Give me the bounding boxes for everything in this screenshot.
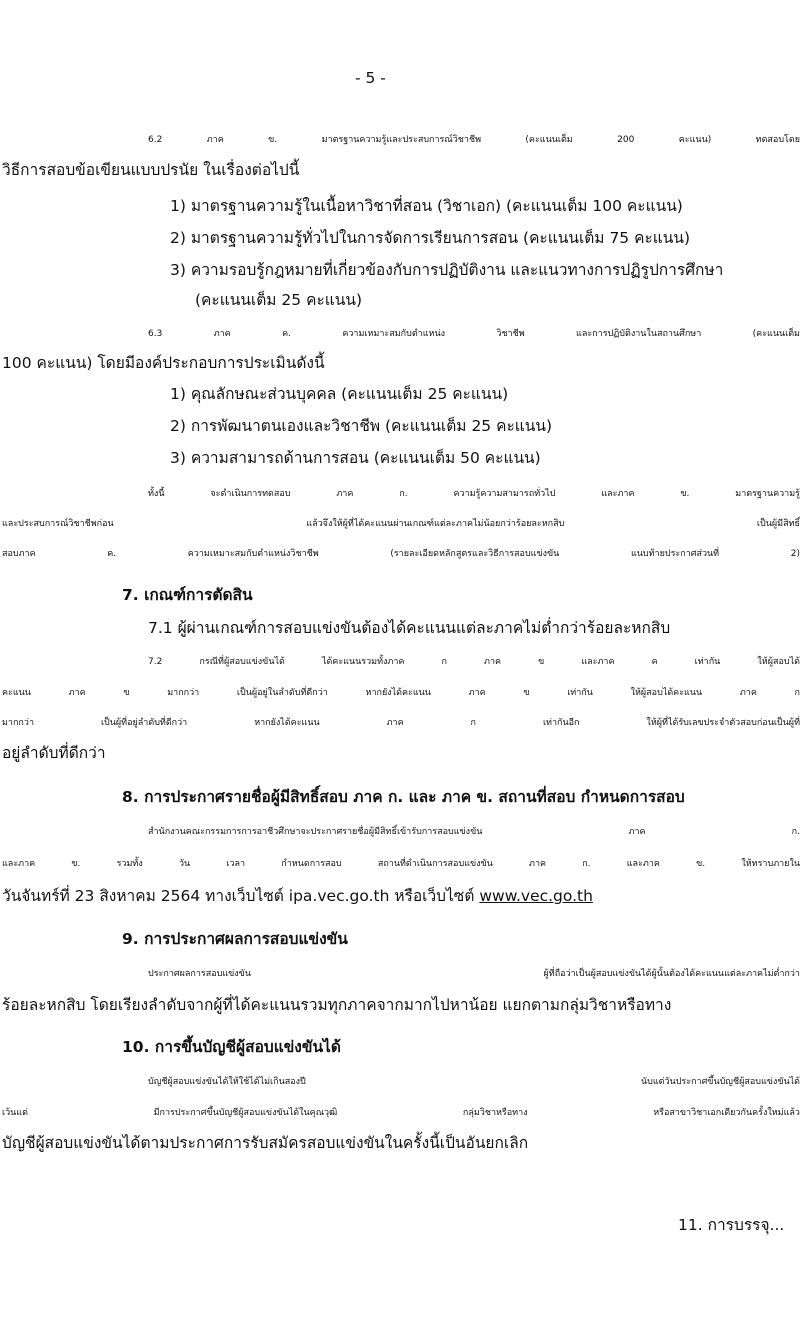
section-9-line-1: ประกาศผลการสอบแข่งขัน ผู้ที่ถือว่าเป็นผู้สอบแข่งขันได้ผู้นั้นต้องได้คะแนนแต่ละภาคไม่ต่ำกว่า xyxy=(148,969,800,979)
section-6-3-line-1: 6.3 ภาค ค. ความเหมาะสมกับตำแหน่ง วิชาชีพ และการปฏิบัติงานในสถานศึกษา (คะแนนเต็ม xyxy=(148,329,800,339)
section-6-3-item-2: 2) การพัฒนาตนเองและวิชาชีพ (คะแนนเต็ม 25 คะแนน) xyxy=(170,417,553,435)
section-6-3-line-2: 100 คะแนน) โดยมีองค์ประกอบการประเมินดังนี้ xyxy=(2,354,325,372)
section-7-heading: 7. เกณฑ์การตัดสิน xyxy=(122,586,253,604)
section-6-2-item-1: 1) มาตรฐานความรู้ในเนื้อหาวิชาที่สอน (วิชาเอก) (คะแนนเต็ม 100 คะแนน) xyxy=(170,197,683,215)
section-7-2-line-2: คะแนน ภาค ข มากกว่า เป็นผู้อยู่ในลำดับที่ดีกว่า หากยังได้คะแนน ภาค ข เท่ากัน ให้ผู้สอบได้คะแนน ภาค ก xyxy=(2,688,800,698)
section-7-2-line-1: 7.2 กรณีที่ผู้สอบแข่งขันได้ ได้คะแนนรวมทั้งภาค ก ภาค ข และภาค ค เท่ากัน ให้ผู้สอบได้ xyxy=(148,657,800,667)
section-9-heading: 9. การประกาศผลการสอบแข่งขัน xyxy=(122,930,348,948)
section-6-2-line-2: วิธีการสอบข้อเขียนแบบปรนัย ในเรื่องต่อไปนี้ xyxy=(2,161,300,179)
section-10-line-3: บัญชีผู้สอบแข่งขันได้ตามประกาศการรับสมัครสอบแข่งขันในครั้งนี้เป็นอันยกเลิก xyxy=(2,1134,529,1152)
section-8-line-2: และภาค ข. รวมทั้ง วัน เวลา กำหนดการสอบ สถานที่ดำเนินการสอบแข่งขัน ภาค ก. และภาค ข. ให้ทราบภายใน xyxy=(2,859,800,869)
section-8-line-1: สำนักงานคณะกรรมการการอาชีวศึกษาจะประกาศรายชื่อผู้มีสิทธิ์เข้ารับการสอบแข่งขัน ภาค ก. xyxy=(148,827,800,837)
page-number: - 5 - xyxy=(355,69,386,87)
section-10-line-2: เว้นแต่ มีการประกาศขึ้นบัญชีผู้สอบแข่งขันได้ในคุณวุฒิ กลุ่มวิชาหรือทาง หรือสาขาวิชาเอกเดียวกันครั้งใหม่แล้ว xyxy=(2,1108,800,1118)
section-6-3-item-1: 1) คุณลักษณะส่วนบุคคล (คะแนนเต็ม 25 คะแนน) xyxy=(170,385,509,403)
next-page-marker: 11. การบรรจุ... xyxy=(678,1216,785,1234)
section-6-2-item-2: 2) มาตรฐานความรู้ทั่วไปในการจัดการเรียนการสอน (คะแนนเต็ม 75 คะแนน) xyxy=(170,229,691,247)
test-paragraph-line-2: และประสบการณ์วิชาชีพก่อน แล้วจึงให้ผู้ที่ได้คะแนนผ่านเกณฑ์แต่ละภาคไม่น้อยกว่าร้อยละหกสิบ เป็นผู้มีสิทธิ์ xyxy=(2,519,800,529)
section-8-line-3 xyxy=(2,884,593,908)
test-paragraph-line-1: ทั้งนี้ จะดำเนินการทดสอบ ภาค ก. ความรู้ความสามารถทั่วไป และภาค ข. มาตรฐานความรู้ xyxy=(148,489,800,499)
section-10-heading: 10. การขึ้นบัญชีผู้สอบแข่งขันได้ xyxy=(122,1038,341,1056)
section-6-2-line-1: 6.2 ภาค ข. มาตรฐานความรู้และประสบการณ์วิชาชีพ (คะแนนเต็ม 200 คะแนน) ทดสอบโดย xyxy=(148,135,800,145)
section-6-3-item-3: 3) ความสามารถด้านการสอน (คะแนนเต็ม 50 คะแนน) xyxy=(170,449,541,467)
test-paragraph-line-3: สอบภาค ค. ความเหมาะสมกับตำแหน่งวิชาชีพ (รายละเอียดหลักสูตรและวิธีการสอบแข่งขัน แนบท้ายประกาศส่วนที่ 2) xyxy=(2,549,800,559)
section-6-2-item-3-cont: (คะแนนเต็ม 25 คะแนน) xyxy=(195,291,363,309)
section-7-2-line-3: มากกว่า เป็นผู้ที่อยู่ลำดับที่ดีกว่า หากยังได้คะแนน ภาค ก เท่ากันอีก ให้ผู้ที่ได้รับเลขประจำตัวสอบก่อนเป็นผู้ที่ xyxy=(2,718,800,728)
section-10-line-1: บัญชีผู้สอบแข่งขันได้ให้ใช้ได้ไม่เกินสองปี นับแต่วันประกาศขึ้นบัญชีผู้สอบแข่งขันได้ xyxy=(148,1077,800,1087)
vec-website-link[interactable]: www.vec.go.th xyxy=(479,887,593,905)
section-7-2-line-4: อยู่ลำดับที่ดีกว่า xyxy=(2,744,106,762)
section-6-2-item-3: 3) ความรอบรู้กฎหมายที่เกี่ยวข้องกับการปฏิบัติงาน และแนวทางการปฏิรูปการศึกษา xyxy=(170,261,724,279)
section-9-line-2: ร้อยละหกสิบ โดยเรียงลำดับจากผู้ที่ได้คะแนนรวมทุกภาคจากมากไปหาน้อย แยกตามกลุ่มวิชาหรือทาง xyxy=(2,996,672,1014)
section-7-1: 7.1 ผู้ผ่านเกณฑ์การสอบแข่งขันต้องได้คะแนนแต่ละภาคไม่ต่ำกว่าร้อยละหกสิบ xyxy=(148,619,671,637)
section-8-heading: 8. การประกาศรายชื่อผู้มีสิทธิ์สอบ ภาค ก. และ ภาค ข. สถานที่สอบ กำหนดการสอบ xyxy=(122,788,685,806)
section-8-line-3-text: วันจันทร์ที่ 23 สิงหาคม 2564 ทางเว็บไซต์ ipa.vec.go.th หรือเว็บไซต์ xyxy=(2,887,475,905)
